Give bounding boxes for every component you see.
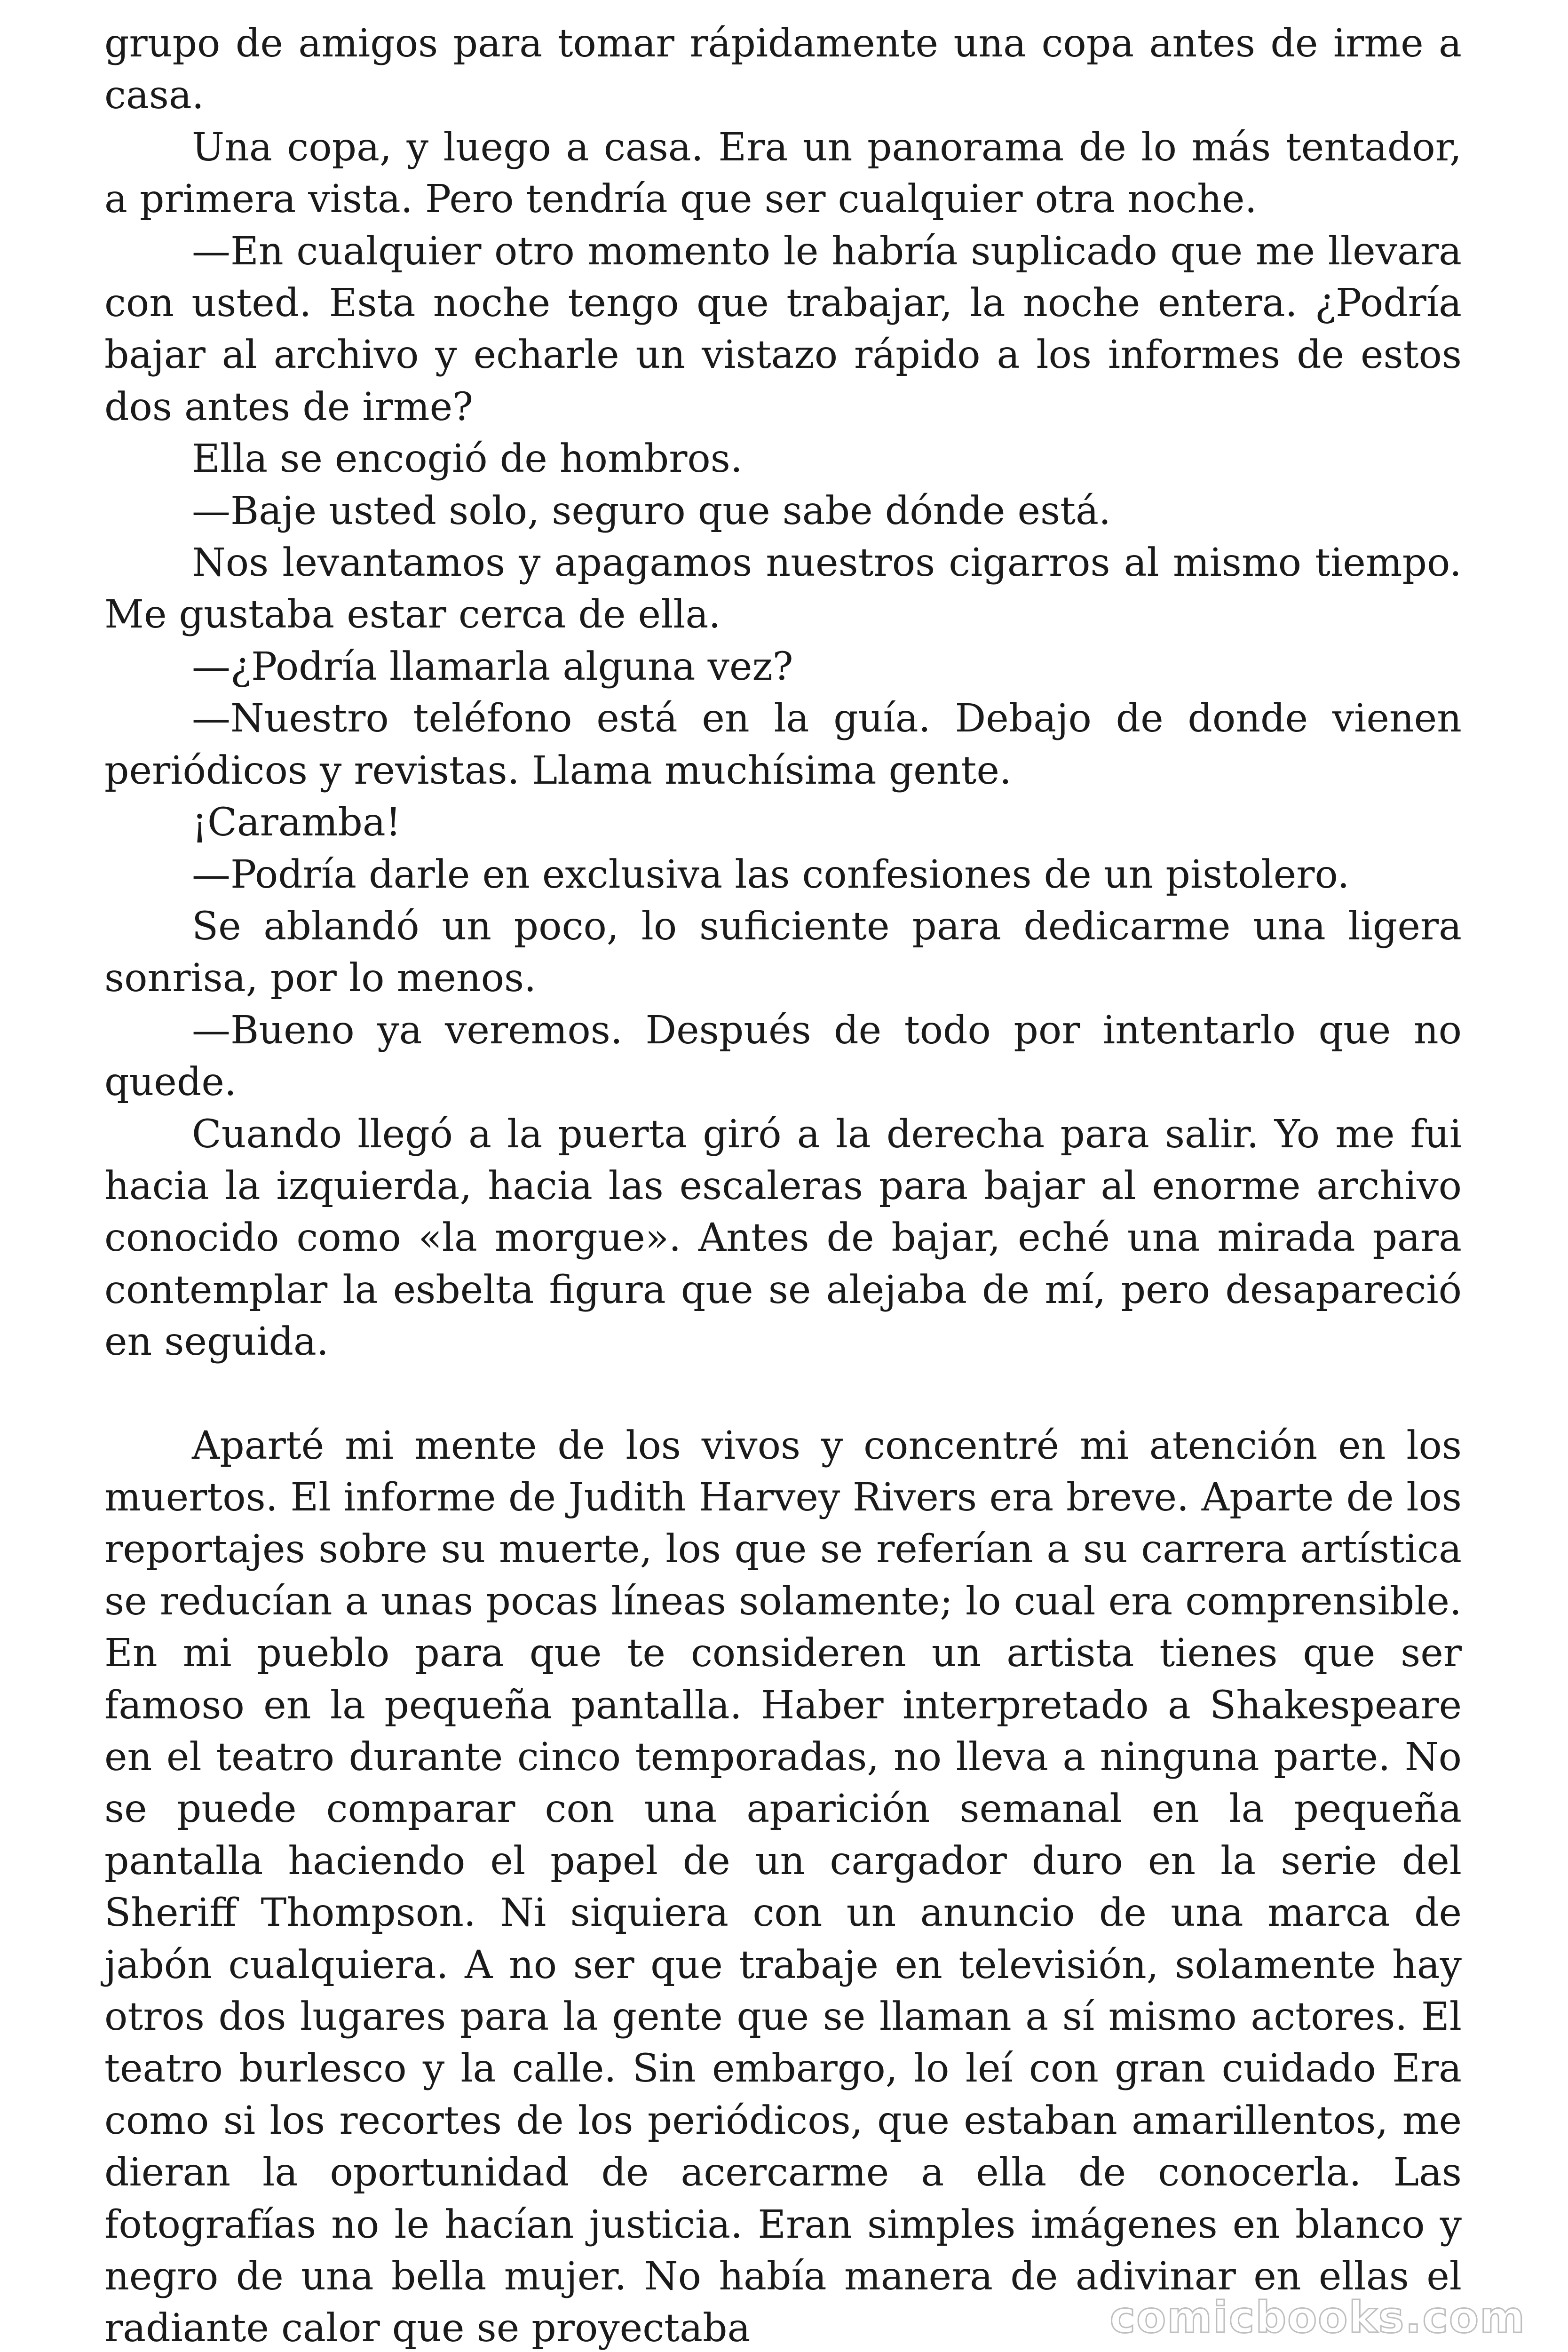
paragraph-13: Cuando llegó a la puerta giró a la derecha para salir. Yo me fui hacia la izquierda, hacia las escaleras para bajar al enorme archivo conocido como «la morgue». Antes de bajar, eché una mirada para contemplar la esbelta figura que se alejaba de mí, pero desapareció en seguida. xyxy=(104,1112,1462,1365)
paragraph-14: Aparté mi mente de los vivos y concentré mi atención en los muertos. El informe de Judith Harvey Rivers era breve. Aparte de los reportajes sobre su muerte, los que se referían a su carrera artística se reducían a unas pocas líneas solamente; lo cual era comprensible. En mi pueblo para que te consideren un artista tienes que ser famoso en la pequeña pantalla. Haber interpretado a Shakespeare en el teatro durante cinco temporadas, no lleva a ninguna parte. No se puede comparar con una aparición semanal en la pequeña pantalla haciendo el papel de un cargador duro en la serie del Sheriff Thompson. Ni siquiera con un anuncio de una marca de jabón cualquiera. A no ser que trabaje en televisión, solamente hay otros dos lugares para la gente que se llaman a sí mismo actores. El teatro burlesco y la calle. Sin embargo, lo leí con gran cuidado Era como si los recortes de los periódicos, que estaban amarillentos, me dieran la oportunidad de acercarme a ella de conocerla. Las fotografías no le hacían justicia. Eran simples imágenes en blanco y negro de una bella mujer. No había manera de adivinar en ellas el radiante calor que se proyectaba xyxy=(104,1423,1462,2351)
paragraph-4: Ella se encogió de hombros. xyxy=(192,437,743,482)
paragraph-5: —Baje usted solo, seguro que sabe dónde está. xyxy=(192,488,1111,533)
paragraph-1: grupo de amigos para tomar rápidamente una copa antes de irme a casa. xyxy=(104,21,1462,118)
paragraph-12: —Bueno ya veremos. Después de todo por intentarlo que no quede. xyxy=(104,1008,1462,1105)
paragraph-8: —Nuestro teléfono está en la guía. Debajo de donde vienen periódicos y revistas. Llama muchísima gente. xyxy=(104,696,1462,793)
paragraph-2: Una copa, y luego a casa. Era un panorama de lo más tentador, a primera vista. Pero tendría que ser cualquier otra noche. xyxy=(104,125,1462,222)
paragraph-11: Se ablandó un poco, lo suficiente para dedicarme una ligera sonrisa, por lo menos. xyxy=(104,904,1462,1001)
section-break xyxy=(104,1368,1462,1420)
paragraph-3: —En cualquier otro momento le habría suplicado que me llevara con usted. Esta noche tengo que trabajar, la noche entera. ¿Podría bajar al archivo y echarle un vistazo rápido a los informes de estos dos antes de irme? xyxy=(104,229,1462,429)
paragraph-9: ¡Caramba! xyxy=(192,800,401,845)
book-page-text xyxy=(104,18,1462,2352)
paragraph-6: Nos levantamos y apagamos nuestros cigarros al mismo tiempo. Me gustaba estar cerca de ella. xyxy=(104,540,1462,637)
paragraph-7: —¿Podría llamarla alguna vez? xyxy=(192,644,793,689)
watermark: comicbooks.com xyxy=(1109,2292,1526,2343)
paragraph-10: —Podría darle en exclusiva las confesiones de un pistolero. xyxy=(192,852,1350,897)
